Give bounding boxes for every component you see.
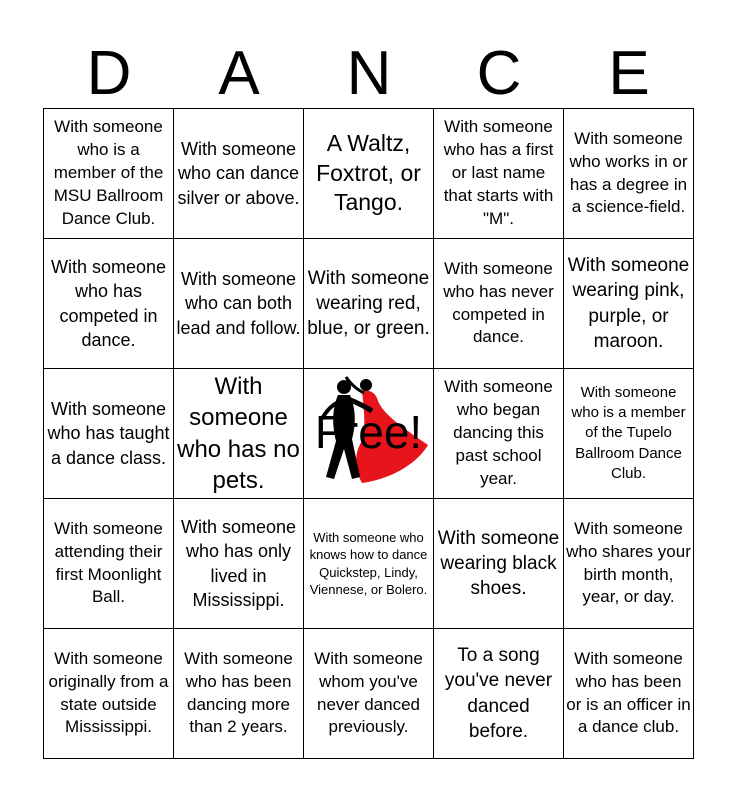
bingo-cell[interactable]: With someone who has only lived in Mississippi. (174, 499, 304, 629)
bingo-cell[interactable]: With someone who knows how to dance Quickstep, Lindy, Viennese, or Bolero. (304, 499, 434, 629)
bingo-cell[interactable]: With someone who can dance silver or above. (174, 109, 304, 239)
bingo-cell[interactable]: With someone who has no pets. (174, 369, 304, 499)
bingo-cell[interactable]: With someone who works in or has a degree in a science-field. (564, 109, 694, 239)
bingo-cell[interactable]: With someone who has been dancing more than 2 years. (174, 629, 304, 759)
bingo-cell[interactable]: With someone who is a member of the Tupelo Ballroom Dance Club. (564, 369, 694, 499)
header-letter-d: D (86, 39, 132, 108)
board-row (44, 629, 694, 759)
bingo-cell[interactable]: With someone wearing black shoes. (434, 499, 564, 629)
board-row (44, 499, 694, 629)
bingo-cell[interactable]: With someone who began dancing this past school year. (434, 369, 564, 499)
bingo-cell[interactable]: With someone who has a first or last name that starts with "M". (434, 109, 564, 239)
board-row (44, 109, 694, 239)
bingo-cell[interactable]: With someone wearing pink, purple, or maroon. (564, 239, 694, 369)
header-letter-a: A (218, 39, 260, 108)
bingo-cell[interactable]: To a song you've never danced before. (434, 629, 564, 759)
bingo-cell[interactable]: With someone who has taught a dance class. (44, 369, 174, 499)
bingo-board (43, 108, 694, 759)
bingo-cell[interactable]: With someone attending their first Moonlight Ball. (44, 499, 174, 629)
bingo-header (44, 40, 694, 108)
bingo-cell[interactable]: With someone who is a member of the MSU Ballroom Dance Club. (44, 109, 174, 239)
bingo-cell[interactable]: With someone who has been or is an officer in a dance club. (564, 629, 694, 759)
bingo-cell[interactable]: With someone who shares your birth month, year, or day. (564, 499, 694, 629)
header-letter-n: N (346, 39, 392, 108)
bingo-cell[interactable]: A Waltz, Foxtrot, or Tango. (304, 109, 434, 239)
header-letter-e: E (608, 39, 650, 108)
board-row (44, 369, 694, 499)
header-letter-c: C (476, 39, 522, 108)
free-space[interactable] (304, 369, 434, 499)
board-row (44, 239, 694, 369)
bingo-cell[interactable]: With someone wearing red, blue, or green. (304, 239, 434, 369)
bingo-cell[interactable]: With someone originally from a state outside Mississippi. (44, 629, 174, 759)
bingo-cell[interactable]: With someone who has competed in dance. (44, 239, 174, 369)
bingo-cell[interactable]: With someone who can both lead and follow. (174, 239, 304, 369)
bingo-cell[interactable]: With someone whom you've never danced previously. (304, 629, 434, 759)
free-label: Free! (314, 406, 423, 458)
bingo-cell[interactable]: With someone who has never competed in dance. (434, 239, 564, 369)
